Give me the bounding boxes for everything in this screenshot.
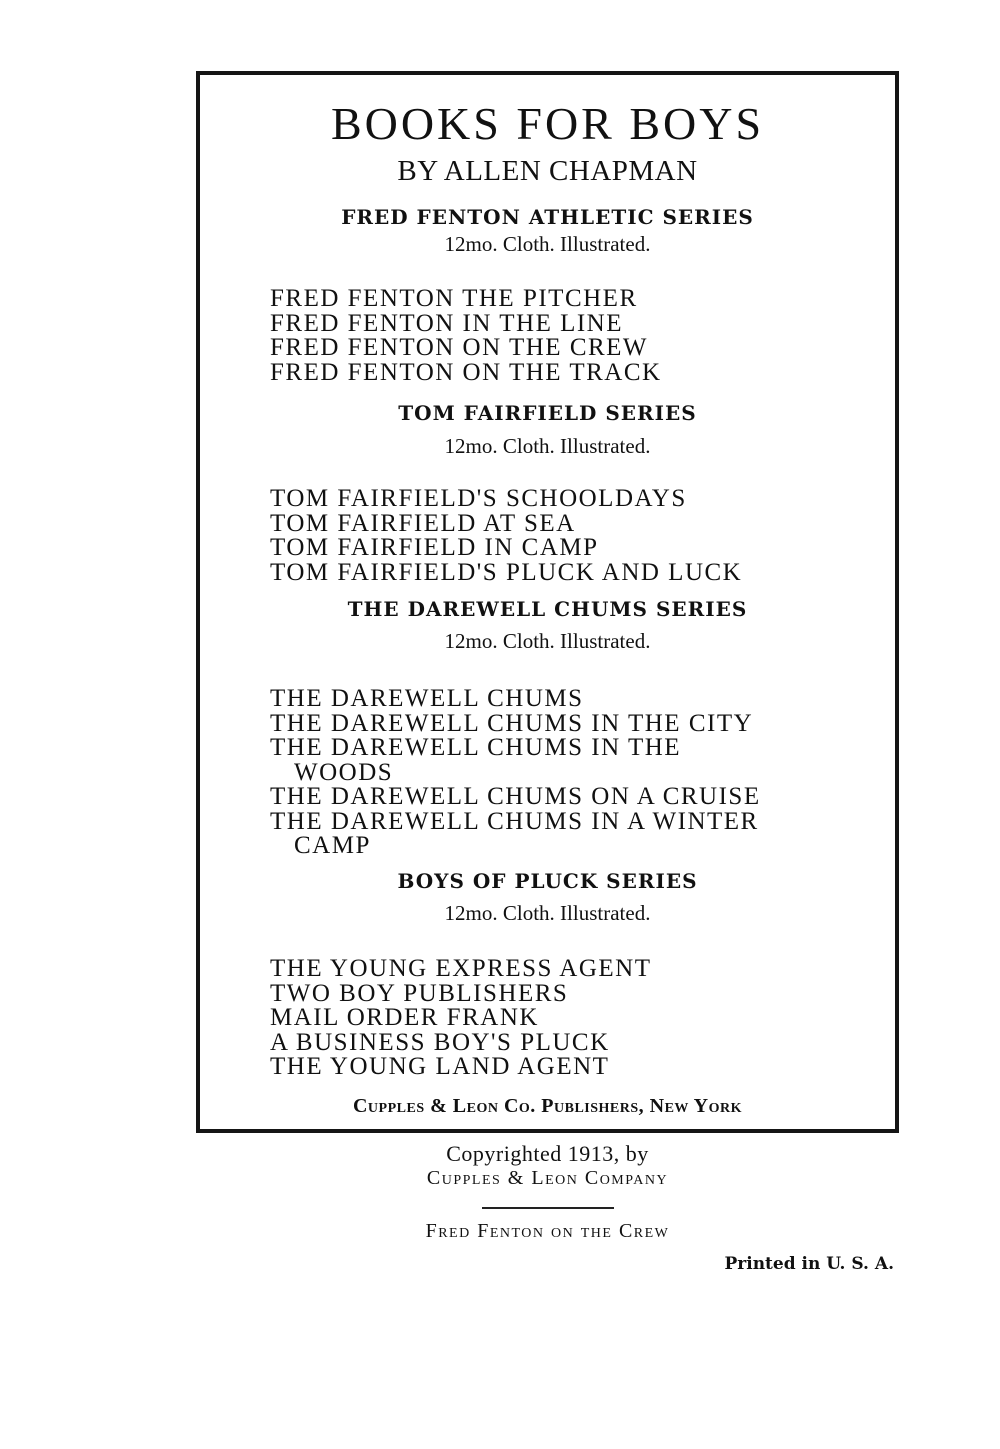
list-item: THE DAREWELL CHUMS IN THE CITY bbox=[270, 709, 754, 737]
copyright-line: Copyrighted 1913, by bbox=[446, 1141, 649, 1166]
publisher-line: Cupples & Leon Co. Publishers, New York bbox=[352, 1095, 743, 1117]
list-item: THE DAREWELL CHUMS IN THE bbox=[270, 734, 682, 761]
series-heading-fred-fenton: FRED FENTON ATHLETIC SERIES bbox=[341, 205, 754, 229]
list-item: THE DAREWELL CHUMS IN A WINTER bbox=[270, 807, 759, 835]
list-item: THE YOUNG EXPRESS AGENT bbox=[270, 955, 652, 982]
list-item: A BUSINESS BOY'S PLUCK bbox=[270, 1028, 610, 1056]
list-item: TOM FAIRFIELD IN CAMP bbox=[270, 534, 599, 561]
list-item: TOM FAIRFIELD AT SEA bbox=[270, 509, 576, 537]
book-list-boys-of-pluck bbox=[270, 957, 652, 1080]
list-item: FRED FENTON IN THE LINE bbox=[270, 309, 624, 337]
list-item: THE YOUNG LAND AGENT bbox=[270, 1053, 610, 1080]
book-list-tom-fairfield bbox=[270, 487, 742, 585]
list-item: THE DAREWELL CHUMS ON A CRUISE bbox=[270, 783, 761, 810]
series-heading-tom-fairfield: TOM FAIRFIELD SERIES bbox=[398, 401, 697, 425]
printed-in-usa: Printed in U. S. A. bbox=[724, 1254, 894, 1274]
series-format-boys-of-pluck: 12mo. Cloth. Illustrated. bbox=[444, 901, 651, 925]
list-item: MAIL ORDER FRANK bbox=[270, 1004, 539, 1031]
list-item: WOODS bbox=[294, 758, 394, 786]
author-line: BY ALLEN CHAPMAN bbox=[397, 155, 698, 187]
list-item: FRED FENTON ON THE CREW bbox=[270, 334, 649, 361]
list-item: TOM FAIRFIELD'S PLUCK AND LUCK bbox=[270, 558, 743, 586]
series-format-tom-fairfield: 12mo. Cloth. Illustrated. bbox=[444, 434, 651, 458]
page-title: BOOKS FOR BOYS bbox=[330, 98, 765, 149]
list-item: FRED FENTON THE PITCHER bbox=[270, 285, 638, 312]
book-list-darewell-chums bbox=[270, 687, 761, 859]
list-item: THE DAREWELL CHUMS bbox=[270, 685, 584, 712]
advertisement-box bbox=[196, 71, 899, 1133]
series-heading-darewell-chums: THE DAREWELL CHUMS SERIES bbox=[347, 597, 748, 621]
list-item: TWO BOY PUBLISHERS bbox=[270, 979, 569, 1007]
divider-rule bbox=[482, 1207, 614, 1209]
list-item: TOM FAIRFIELD'S SCHOOLDAYS bbox=[270, 485, 687, 512]
book-list-fred-fenton bbox=[270, 287, 662, 385]
list-item: CAMP bbox=[294, 832, 371, 859]
series-heading-boys-of-pluck: BOYS OF PLUCK SERIES bbox=[397, 869, 698, 893]
copyright-company: Cupples & Leon Company bbox=[426, 1167, 669, 1189]
list-item: FRED FENTON ON THE TRACK bbox=[270, 358, 662, 386]
series-format-darewell-chums: 12mo. Cloth. Illustrated. bbox=[444, 629, 651, 653]
book-title: Fred Fenton on the Crew bbox=[425, 1220, 670, 1242]
series-format-fred-fenton: 12mo. Cloth. Illustrated. bbox=[444, 232, 651, 256]
